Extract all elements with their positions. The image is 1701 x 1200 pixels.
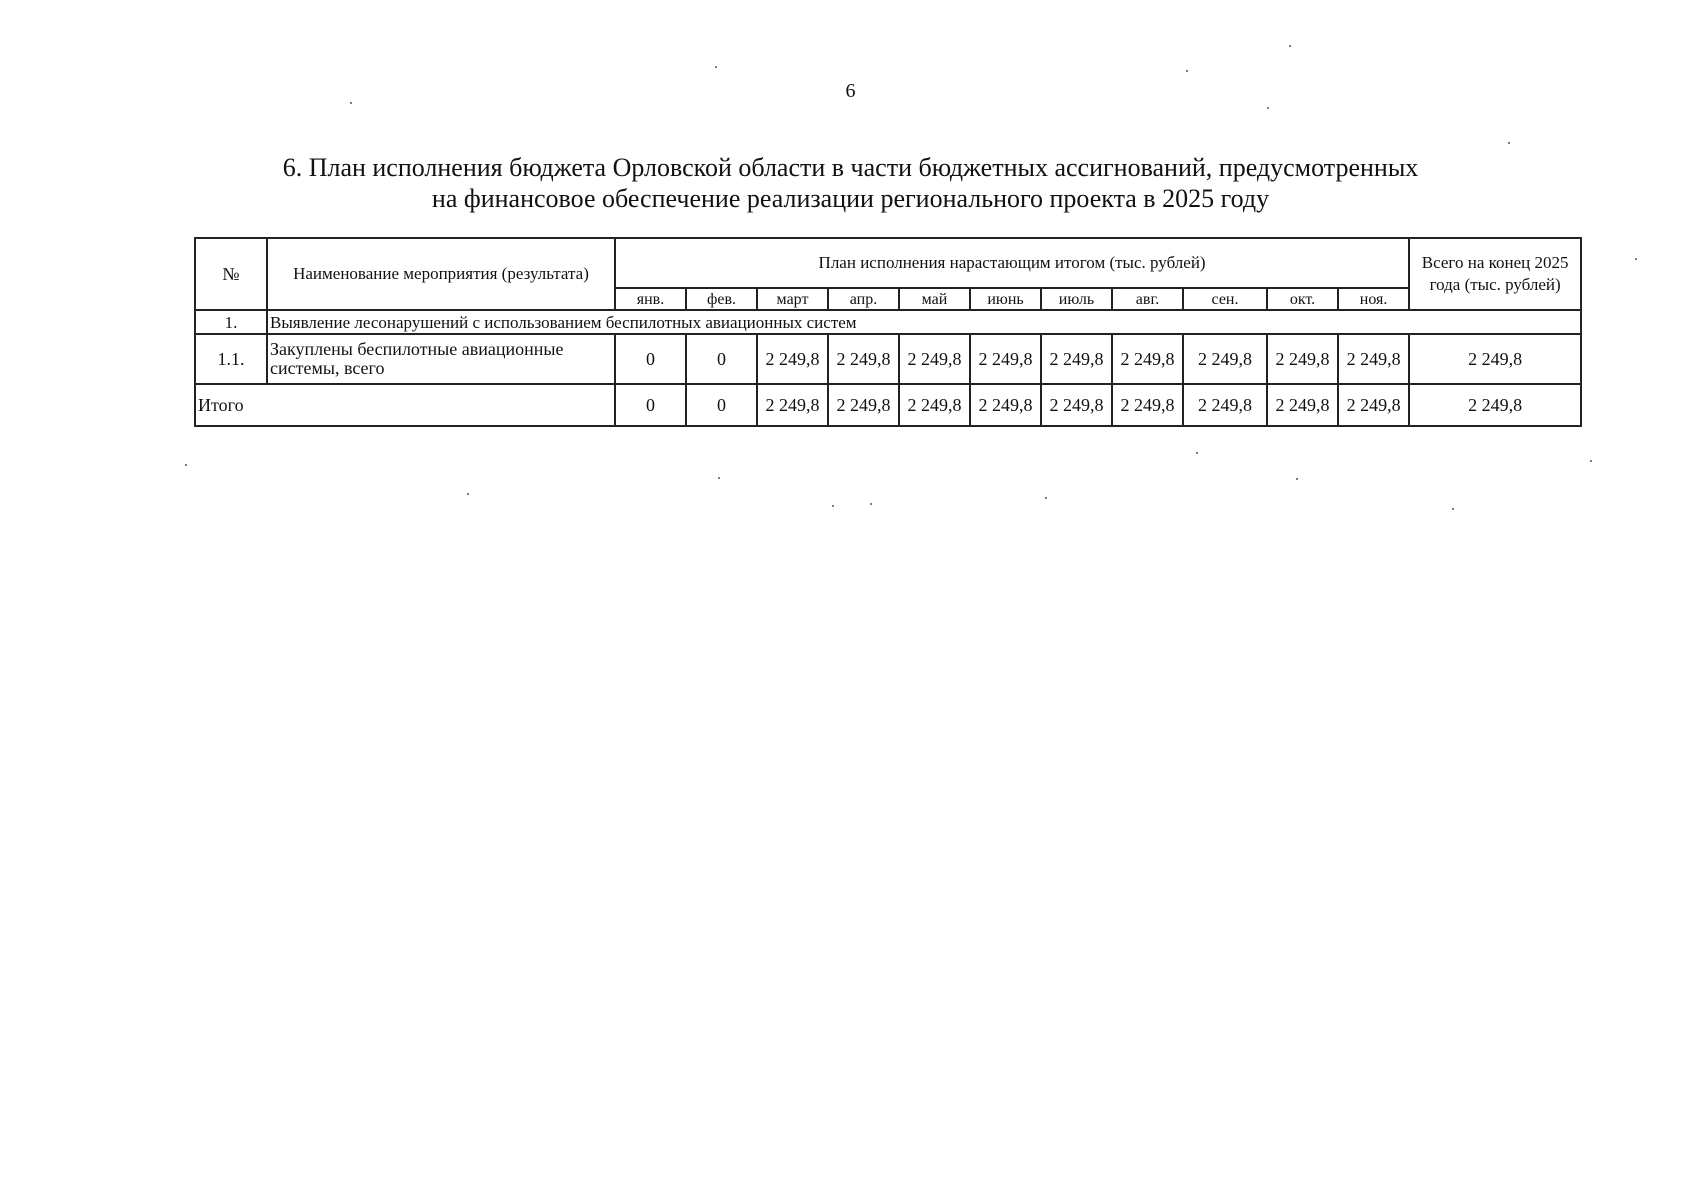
- header-plan: План исполнения нарастающим итогом (тыс. рублей): [615, 238, 1409, 288]
- month-header: июнь: [970, 288, 1041, 310]
- scan-speck: [1196, 452, 1198, 454]
- scan-speck: [1590, 460, 1592, 462]
- item-value-cell: 2 249,8: [1183, 334, 1267, 384]
- total-value-cell: 2 249,8: [828, 384, 899, 426]
- scan-speck: [1452, 508, 1454, 510]
- total-value-cell: 2 249,8: [1183, 384, 1267, 426]
- section-number: 1.: [195, 310, 267, 334]
- scan-speck: [1186, 70, 1188, 72]
- page-title: [0, 152, 1701, 214]
- item-value-cell: 2 249,8: [899, 334, 970, 384]
- item-value-cell: 0: [615, 334, 686, 384]
- page-title-line-1: 6. План исполнения бюджета Орловской области в части бюджетных ассигнований, предусмотренных: [282, 153, 1419, 182]
- total-value-cell: 0: [615, 384, 686, 426]
- total-label: Итого: [195, 384, 615, 426]
- item-value-cell: 0: [686, 334, 757, 384]
- header-name: Наименование мероприятия (результата): [267, 238, 615, 310]
- month-header: март: [757, 288, 828, 310]
- total-value-cell: 2 249,8: [1338, 384, 1409, 426]
- month-header: янв.: [615, 288, 686, 310]
- scan-speck: [1045, 497, 1047, 499]
- scan-speck: [185, 464, 187, 466]
- scan-speck: [350, 102, 352, 104]
- item-value-cell: 2 249,8: [1112, 334, 1183, 384]
- month-header: авг.: [1112, 288, 1183, 310]
- scan-speck: [832, 505, 834, 507]
- header-row: [195, 238, 1581, 288]
- item-name: Закуплены беспилотные авиационные системы, всего: [267, 334, 615, 384]
- page-number: 6: [845, 80, 856, 102]
- month-header: июль: [1041, 288, 1112, 310]
- total-value-cell: 2 249,8: [1112, 384, 1183, 426]
- month-header: фев.: [686, 288, 757, 310]
- item-row: [195, 334, 1581, 384]
- item-value-cell: 2 249,8: [970, 334, 1041, 384]
- item-value-cell: 2 249,8: [757, 334, 828, 384]
- section-row: [195, 310, 1581, 334]
- item-value-cell: 2 249,8: [828, 334, 899, 384]
- total-value-cell: 2 249,8: [899, 384, 970, 426]
- scan-speck: [1267, 107, 1269, 109]
- month-header: май: [899, 288, 970, 310]
- header-total: Всего на конец 2025 года (тыс. рублей): [1409, 238, 1581, 310]
- scan-speck: [467, 493, 469, 495]
- total-value-cell: 2 249,8: [757, 384, 828, 426]
- section-name: Выявление лесонарушений с использованием беспилотных авиационных систем: [267, 310, 1581, 334]
- total-value-cell: 2 249,8: [1041, 384, 1112, 426]
- month-header: окт.: [1267, 288, 1338, 310]
- scan-speck: [1508, 142, 1510, 144]
- item-number: 1.1.: [195, 334, 267, 384]
- budget-plan-table: [194, 237, 1582, 427]
- month-header: апр.: [828, 288, 899, 310]
- scan-speck: [718, 477, 720, 479]
- page-title-line-2: на финансовое обеспечение реализации регионального проекта в 2025 году: [431, 184, 1270, 213]
- scan-speck: [1635, 258, 1637, 260]
- item-value-cell: 2 249,8: [1338, 334, 1409, 384]
- scan-speck: [715, 66, 717, 68]
- total-value-cell: 2 249,8: [970, 384, 1041, 426]
- item-value-cell: 2 249,8: [1041, 334, 1112, 384]
- scan-speck: [1296, 478, 1298, 480]
- header-number: №: [195, 238, 267, 310]
- total-value-cell: 0: [686, 384, 757, 426]
- month-header: ноя.: [1338, 288, 1409, 310]
- item-value-cell: 2 249,8: [1267, 334, 1338, 384]
- total-value-cell: 2 249,8: [1267, 384, 1338, 426]
- total-row: [195, 384, 1581, 426]
- scan-speck: [870, 503, 872, 505]
- item-total-cell: 2 249,8: [1409, 334, 1581, 384]
- scan-speck: [1289, 45, 1291, 47]
- grand-total-cell: 2 249,8: [1409, 384, 1581, 426]
- month-header: сен.: [1183, 288, 1267, 310]
